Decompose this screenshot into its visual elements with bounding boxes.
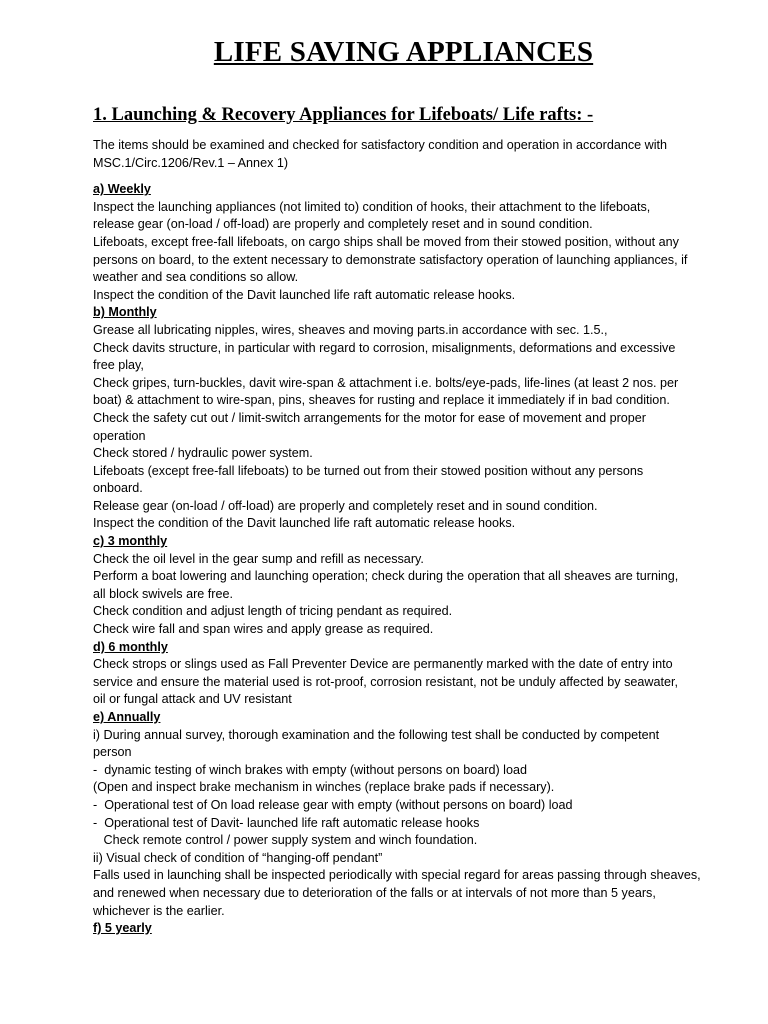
schedule-line: Falls used in launching shall be inspected periodically with special regard for areas passing through sheaves, [93, 868, 701, 883]
schedule-heading: f) 5 yearly [93, 921, 152, 936]
schedule-line: (Open and inspect brake mechanism in winches (replace brake pads if necessary). [93, 780, 555, 795]
schedule-line: person [93, 745, 132, 760]
schedule-line: - Operational test of Davit- launched life raft automatic release hooks [93, 815, 480, 830]
schedule-line: Perform a boat lowering and launching operation; check during the operation that all sheaves are turning, [93, 569, 679, 584]
schedule-line: Release gear (on-load / off-load) are properly and completely reset and in sound condition. [93, 498, 598, 513]
schedule-line: free play, [93, 358, 144, 373]
schedule-line: - dynamic testing of winch brakes with empty (without persons on board) load [93, 762, 527, 777]
intro-line: MSC.1/Circ.1206/Rev.1 – Annex 1) [93, 155, 289, 170]
intro-paragraph [93, 137, 733, 172]
schedule-line: Inspect the condition of the Davit launched life raft automatic release hooks. [93, 516, 516, 531]
schedule-line: ii) Visual check of condition of “hanging-off pendant” [93, 850, 383, 865]
schedule-line: - Operational test of On load release gear with empty (without persons on board) load [93, 797, 573, 812]
schedule-section [93, 533, 733, 639]
schedule-line: all block swivels are free. [93, 586, 233, 601]
schedule-line: Check the oil level in the gear sump and refill as necessary. [93, 551, 424, 566]
page-title: LIFE SAVING APPLIANCES [213, 36, 594, 68]
schedule-line: operation [93, 428, 146, 443]
schedule-line: Grease all lubricating nipples, wires, sheaves and moving parts.in accordance with sec. 1.5., [93, 322, 608, 337]
schedule-line: persons on board, to the extent necessary to demonstrate satisfactory operation of launching appliances, if [93, 252, 688, 267]
schedule-heading: e) Annually [93, 710, 161, 724]
schedule-section [93, 304, 733, 533]
schedule-line: and renewed when necessary due to deterioration of the falls or at intervals of not more than 5 years, [93, 885, 656, 900]
schedule-line: Check davits structure, in particular with regard to corrosion, misalignments, deformations and excessive [93, 340, 676, 355]
intro-line: The items should be examined and checked for satisfactory condition and operation in accordance with [93, 138, 668, 152]
schedule-line: release gear (on-load / off-load) are properly and completely reset and in sound condition. [93, 217, 593, 232]
schedule-heading: c) 3 monthly [93, 534, 168, 549]
schedule-section [93, 709, 733, 920]
schedule-heading: a) Weekly [93, 182, 151, 197]
schedule-line: Check condition and adjust length of tricing pendant as required. [93, 604, 453, 619]
maintenance-schedule [93, 181, 733, 938]
schedule-line: weather and sea conditions so allow. [93, 270, 299, 285]
schedule-line: Check wire fall and span wires and apply grease as required. [93, 622, 434, 637]
schedule-line: service and ensure the material used is rot-proof, corrosion resistant, not be unduly affected by seawater, [93, 674, 678, 689]
document-body [93, 137, 733, 938]
schedule-section [93, 920, 733, 938]
schedule-heading: b) Monthly [93, 305, 157, 320]
schedule-line: Check gripes, turn-buckles, davit wire-span & attachment i.e. bolts/eye-pads, life-lines (at least 2 nos. per [93, 375, 679, 390]
schedule-line: Check stored / hydraulic power system. [93, 446, 313, 461]
schedule-line: Check strops or slings used as Fall Preventer Device are permanently marked with the date of entry into [93, 657, 673, 672]
schedule-line: Lifeboats, except free-fall lifeboats, on cargo ships shall be moved from their stowed position, without any [93, 234, 679, 249]
schedule-line: Inspect the condition of the Davit launched life raft automatic release hooks. [93, 287, 516, 302]
schedule-heading: d) 6 monthly [93, 639, 168, 654]
schedule-line: whichever is the earlier. [93, 903, 225, 918]
schedule-line: Check remote control / power supply system and winch foundation. [93, 833, 478, 848]
schedule-line: oil or fungal attack and UV resistant [93, 692, 292, 707]
schedule-section [93, 181, 733, 304]
schedule-line: Lifeboats (except free-fall lifeboats) to be turned out from their stowed position without any persons [93, 463, 644, 478]
schedule-section [93, 639, 733, 709]
schedule-line: Inspect the launching appliances (not limited to) condition of hooks, their attachment to the lifeboats, [93, 199, 651, 214]
schedule-line: Check the safety cut out / limit-switch arrangements for the motor for ease of movement and proper [93, 410, 646, 425]
schedule-line: i) During annual survey, thorough examination and the following test shall be conducted by competent [93, 727, 660, 742]
schedule-line: onboard. [93, 481, 143, 496]
schedule-line: boat) & attachment to wire-span, pins, sheaves for rusting and replace it immediately if in bad condition. [93, 393, 670, 408]
section-heading: 1. Launching & Recovery Appliances for Lifeboats/ Life rafts: - [93, 105, 594, 125]
